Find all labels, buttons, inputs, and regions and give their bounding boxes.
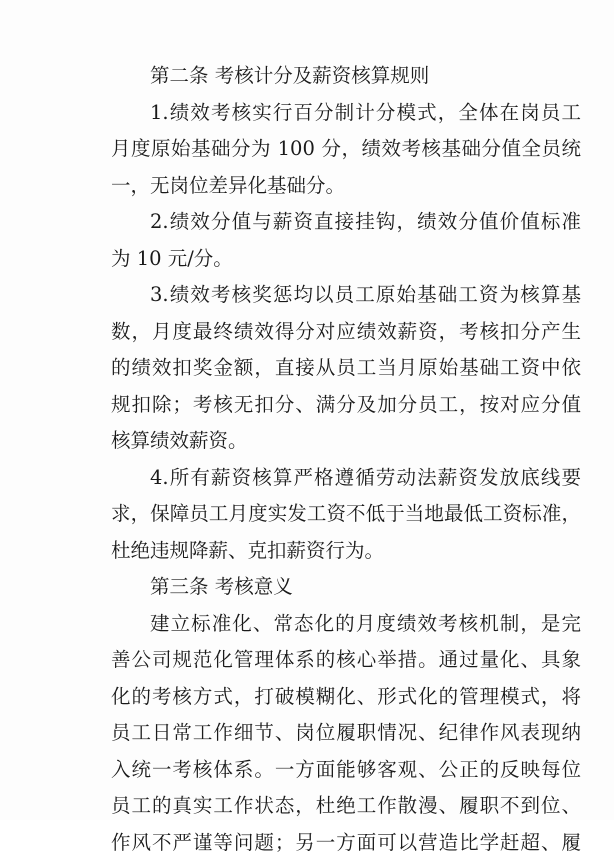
- paragraph-line: 善公司规范化管理体系的核心举措。通过量化、具象: [111, 642, 581, 679]
- paragraph-line: 化的考核方式，打破模糊化、形式化的管理模式，将: [111, 679, 581, 716]
- paragraph-line: 建立标准化、常态化的月度绩效考核机制，是完: [111, 606, 581, 643]
- paragraph-line: 求，保障员工月度实发工资不低于当地最低工资标准，: [111, 496, 581, 533]
- document-body: [111, 58, 581, 861]
- section-heading-article-2: 第二条 考核计分及薪资核算规则: [111, 58, 581, 95]
- paragraph-line: 入统一考核体系。一方面能够客观、公正的反映每位: [111, 752, 581, 789]
- paragraph-line: 作风不严谨等问题；另一方面可以营造比学赶超、履: [111, 825, 581, 861]
- paragraph-line: 员工日常工作细节、岗位履职情况、纪律作风表现纳: [111, 715, 581, 752]
- paragraph-line: 1.绩效考核实行百分制计分模式，全体在岗员工: [111, 95, 581, 132]
- paragraph-line: 为 10 元/分。: [111, 241, 581, 278]
- paragraph-line: 一，无岗位差异化基础分。: [111, 168, 581, 205]
- paragraph-line: 的绩效扣奖金额，直接从员工当月原始基础工资中依: [111, 350, 581, 387]
- paragraph-line: 2.绩效分值与薪资直接挂钩，绩效分值价值标准: [111, 204, 581, 241]
- paragraph-line: 杜绝违规降薪、克扣薪资行为。: [111, 533, 581, 570]
- paragraph-line: 核算绩效薪资。: [111, 423, 581, 460]
- paragraph-line: 4.所有薪资核算严格遵循劳动法薪资发放底线要: [111, 460, 581, 497]
- paragraph-line: 3.绩效考核奖惩均以员工原始基础工资为核算基: [111, 277, 581, 314]
- paragraph-line: 月度原始基础分为 100 分，绩效考核基础分值全员统: [111, 131, 581, 168]
- paragraph-line: 员工的真实工作状态，杜绝工作散漫、履职不到位、: [111, 788, 581, 825]
- paragraph-line: 数，月度最终绩效得分对应绩效薪资，考核扣分产生: [111, 314, 581, 351]
- section-heading-article-3: 第三条 考核意义: [111, 569, 581, 606]
- paragraph-line: 规扣除；考核无扣分、满分及加分员工，按对应分值: [111, 387, 581, 424]
